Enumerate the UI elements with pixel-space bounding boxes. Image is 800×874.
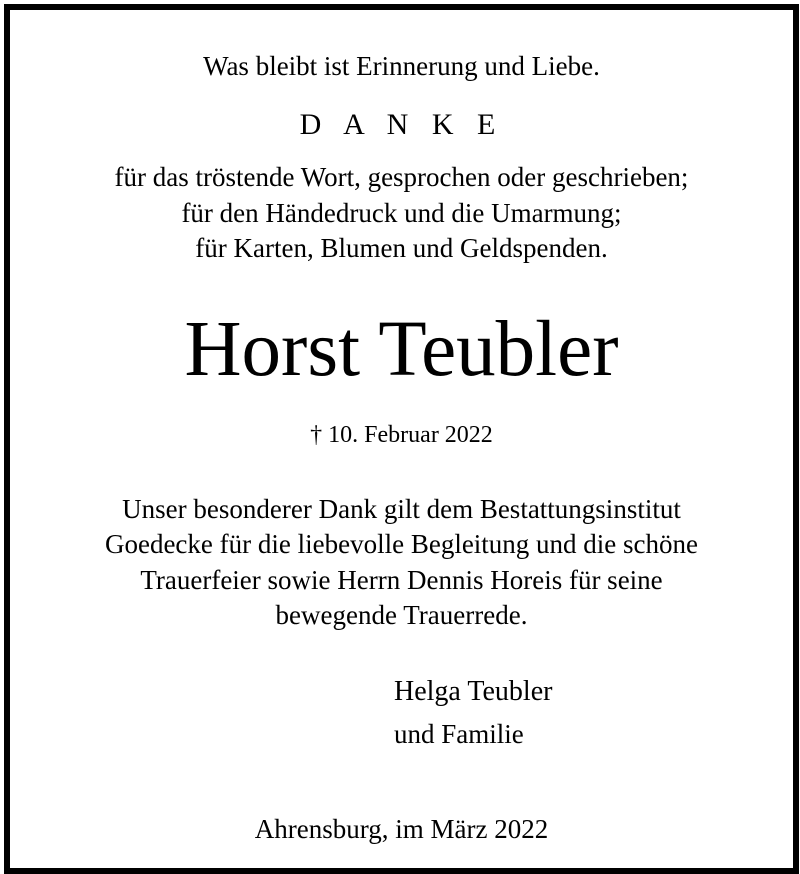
danke-heading: D A N K E <box>299 108 504 141</box>
deceased-name: Horst Teubler <box>184 306 619 393</box>
thanks-line-3: für Karten, Blumen und Geldspenden. <box>195 233 608 263</box>
thanks-line-1: für das tröstende Wort, gesprochen oder geschrieben; <box>114 162 689 192</box>
body-line-2: Goedecke für die liebevolle Begleitung und die schöne <box>104 529 699 559</box>
body-line-3: Trauerfeier sowie Herrn Dennis Horeis für seine <box>140 565 663 595</box>
motto-text: Was bleibt ist Erinnerung und Liebe. <box>203 51 600 81</box>
obituary-notice-frame <box>4 4 799 874</box>
signature-family: und Familie <box>394 719 524 749</box>
thanks-line-2: für den Händedruck und die Umarmung; <box>181 198 622 228</box>
body-line-4: bewegende Trauerrede. <box>275 600 528 630</box>
body-line-1: Unser besonderer Dank gilt dem Bestattungsinstitut <box>122 494 681 524</box>
place-date: Ahrensburg, im März 2022 <box>254 814 549 844</box>
death-date: † 10. Februar 2022 <box>310 422 493 448</box>
signature-name: Helga Teubler <box>394 676 553 707</box>
